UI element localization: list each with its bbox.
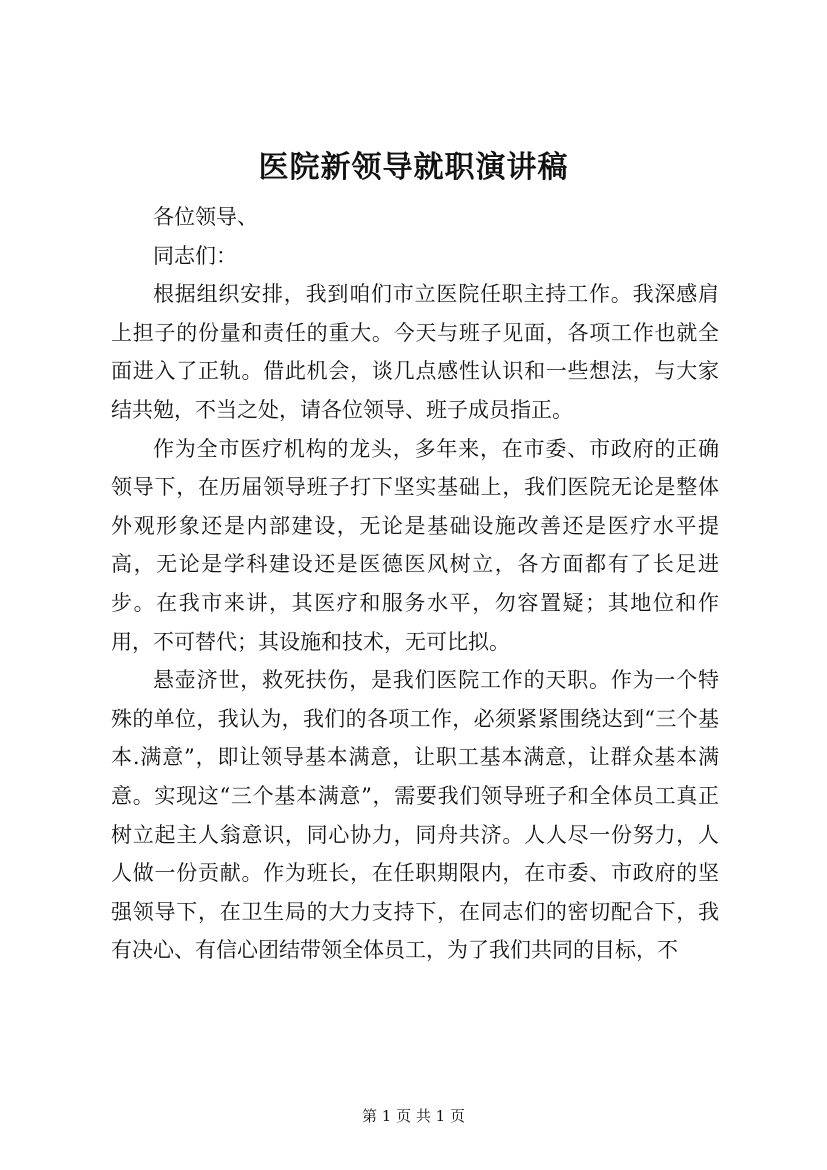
document-title: 医院新领导就职演讲稿	[258, 150, 569, 185]
salutation-line-2: 同志们：	[153, 243, 237, 268]
document-body	[111, 198, 719, 970]
paragraph-intro: 根据组织安排，我到咱们市立医院任职主持工作。我深感肩上担子的份量和责任的重大。今天与班子见面，各项工作也就全面进入了正轨。借此机会，谈几点感性认识和一些想法，与大家结共勉，不当之处，请各位领导、班子成员指正。	[111, 282, 719, 422]
page-number-footer: 第 1 页 共 1 页	[362, 1107, 465, 1125]
paragraph-mission: 悬壶济世，救死扶伤，是我们医院工作的天职。作为一个特殊的单位，我认为，我们的各项工作，必须紧紧围绕达到“三个基本.满意”，即让领导基本满意，让职工基本满意，让群众基本满意。实现这“三个基本满意”，需要我们领导班子和全体员工真正树立起主人翁意识，同心协力，同舟共济。人人尽一份努力，人人做一份贡献。作为班长，在任职期限内，在市委、市政府的坚强领导下，在卫生局的大力支持下，在同志们的密切配合下，我有决心、有信心团结带领全体员工，为了我们共同的目标，不	[111, 668, 719, 963]
paragraph-hospital-history: 作为全市医疗机构的龙头，多年来，在市委、市政府的正确领导下，在历届领导班子打下坚实基础上，我们医院无论是整体外观形象还是内部建设，无论是基础设施改善还是医疗水平提高，无论是学科建设还是医德医风树立，各方面都有了长足进步。在我市来讲，其医疗和服务水平，勿容置疑；其地位和作用，不可替代；其设施和技术，无可比拟。	[111, 436, 719, 654]
salutation-line-1: 各位领导、	[153, 205, 258, 229]
